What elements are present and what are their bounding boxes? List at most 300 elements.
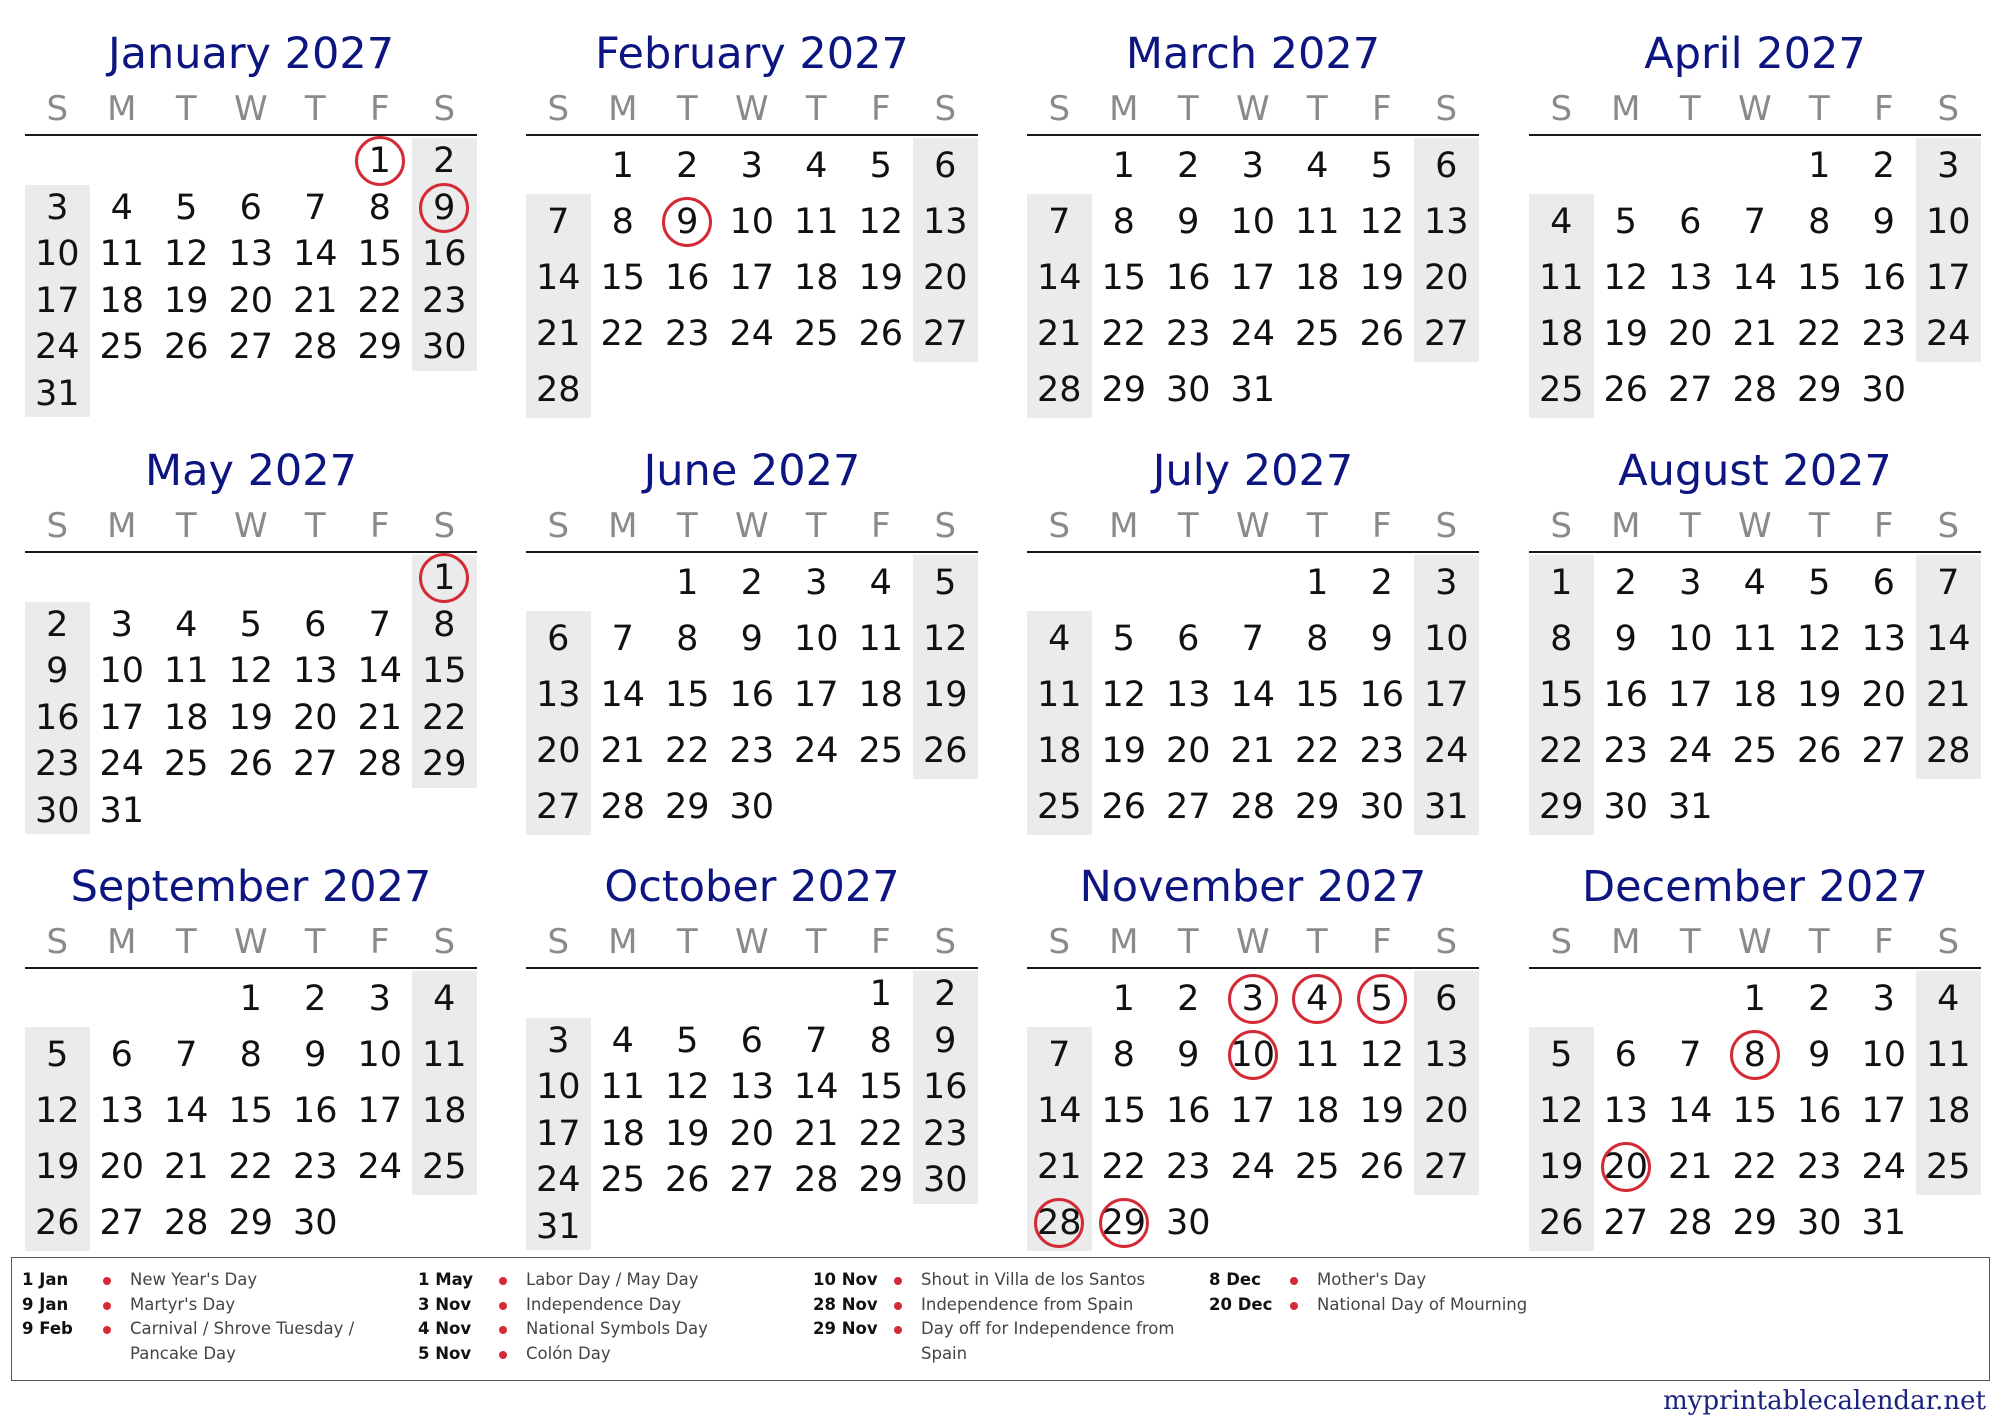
day-cell[interactable]: 15 xyxy=(858,1067,904,1107)
day-cell[interactable]: 15 xyxy=(1101,1091,1147,1131)
day-cell[interactable]: 3 xyxy=(1435,563,1458,603)
day-cell[interactable]: 18 xyxy=(1538,314,1584,354)
day-cell[interactable]: 11 xyxy=(858,619,904,659)
day-cell[interactable]: 22 xyxy=(1101,1147,1147,1187)
day-cell[interactable]: 20 xyxy=(1165,731,1211,771)
day-cell[interactable]: 24 xyxy=(793,731,839,771)
day-cell[interactable]: 6 xyxy=(1177,619,1200,659)
day-cell[interactable]: 5 xyxy=(1614,202,1637,242)
day-cell[interactable]: 7 xyxy=(547,202,570,242)
day-cell[interactable]: 8 xyxy=(1112,202,1135,242)
day-cell[interactable]: 8 xyxy=(1808,202,1831,242)
day-cell[interactable]: 9 xyxy=(1872,202,1895,242)
day-cell[interactable]: 28 xyxy=(1925,731,1971,771)
day-cell[interactable]: 12 xyxy=(1538,1091,1584,1131)
day-cell[interactable]: 10 xyxy=(1230,202,1276,242)
day-cell[interactable]: 31 xyxy=(99,790,145,831)
day-cell[interactable]: 15 xyxy=(1101,258,1147,298)
day-cell[interactable]: 27 xyxy=(1423,314,1469,354)
day-cell[interactable]: 4 xyxy=(433,979,456,1019)
day-cell[interactable]: 2 xyxy=(740,563,763,603)
day-cell[interactable]: 19 xyxy=(1538,1147,1584,1187)
day-cell[interactable]: 14 xyxy=(1036,1091,1082,1131)
day-cell[interactable]: 27 xyxy=(99,1203,145,1243)
day-cell[interactable]: 31 xyxy=(1423,787,1469,827)
day-cell[interactable]: 23 xyxy=(922,1113,968,1154)
day-cell[interactable]: 29 xyxy=(228,1203,274,1243)
day-cell[interactable]: 2 xyxy=(1808,979,1831,1019)
day-cell[interactable]: 15 xyxy=(421,651,467,691)
day-cell[interactable]: 24 xyxy=(1423,731,1469,771)
day-cell[interactable]: 27 xyxy=(922,314,968,354)
day-cell[interactable]: 6 xyxy=(1679,202,1702,242)
day-cell[interactable]: 25 xyxy=(1538,370,1584,410)
day-cell[interactable]: 29 xyxy=(1294,787,1340,827)
day-cell[interactable]: 15 xyxy=(1732,1091,1778,1131)
day-cell[interactable]: 20 xyxy=(99,1147,145,1187)
day-cell[interactable]: 25 xyxy=(1732,731,1778,771)
day-cell[interactable]: 18 xyxy=(1925,1091,1971,1131)
day-cell[interactable]: 30 xyxy=(292,1203,338,1243)
day-cell[interactable]: 28 xyxy=(1036,370,1082,410)
day-cell[interactable]: 5 xyxy=(46,1035,69,1075)
day-cell[interactable]: 18 xyxy=(600,1113,646,1154)
day-cell[interactable]: 21 xyxy=(1036,1147,1082,1187)
day-cell[interactable]: 10 xyxy=(1925,202,1971,242)
day-cell[interactable]: 26 xyxy=(664,1160,710,1200)
day-cell[interactable]: 18 xyxy=(163,697,209,738)
day-cell[interactable]: 20 xyxy=(922,258,968,298)
day-cell[interactable]: 21 xyxy=(793,1113,839,1154)
day-cell[interactable]: 17 xyxy=(357,1091,403,1131)
day-cell[interactable]: 12 xyxy=(34,1091,80,1131)
day-cell[interactable]: 2 xyxy=(1614,563,1637,603)
day-cell[interactable]: 1 xyxy=(869,974,892,1014)
day-cell[interactable]: 26 xyxy=(1796,731,1842,771)
day-cell[interactable]: 21 xyxy=(1925,675,1971,715)
day-cell[interactable]: 30 xyxy=(1165,1203,1211,1243)
day-cell[interactable]: 4 xyxy=(1743,563,1766,603)
day-cell[interactable]: 5 xyxy=(1370,979,1393,1019)
day-cell[interactable]: 10 xyxy=(99,651,145,691)
day-cell[interactable]: 1 xyxy=(239,979,262,1019)
day-cell[interactable]: 23 xyxy=(1165,314,1211,354)
day-cell[interactable]: 30 xyxy=(922,1160,968,1200)
day-cell[interactable]: 28 xyxy=(292,327,338,367)
day-cell[interactable]: 6 xyxy=(547,619,570,659)
day-cell[interactable]: 23 xyxy=(34,744,80,784)
day-cell[interactable]: 25 xyxy=(793,314,839,354)
day-cell[interactable]: 28 xyxy=(357,744,403,784)
day-cell[interactable]: 28 xyxy=(163,1203,209,1243)
day-cell[interactable]: 19 xyxy=(1796,675,1842,715)
day-cell[interactable]: 9 xyxy=(46,651,69,691)
day-cell[interactable]: 2 xyxy=(1177,979,1200,1019)
day-cell[interactable]: 16 xyxy=(1861,258,1907,298)
day-cell[interactable]: 30 xyxy=(729,787,775,827)
day-cell[interactable]: 23 xyxy=(1165,1147,1211,1187)
day-cell[interactable]: 26 xyxy=(1101,787,1147,827)
day-cell[interactable]: 31 xyxy=(1861,1203,1907,1243)
day-cell[interactable]: 21 xyxy=(292,280,338,321)
day-cell[interactable]: 27 xyxy=(729,1160,775,1200)
day-cell[interactable]: 20 xyxy=(729,1113,775,1154)
day-cell[interactable]: 30 xyxy=(1165,370,1211,410)
day-cell[interactable]: 5 xyxy=(1370,146,1393,186)
day-cell[interactable]: 16 xyxy=(729,675,775,715)
day-cell[interactable]: 3 xyxy=(1241,146,1264,186)
day-cell[interactable]: 7 xyxy=(1048,202,1071,242)
day-cell[interactable]: 5 xyxy=(676,1020,699,1061)
day-cell[interactable]: 22 xyxy=(421,697,467,738)
day-cell[interactable]: 26 xyxy=(858,314,904,354)
day-cell[interactable]: 1 xyxy=(1550,563,1573,603)
day-cell[interactable]: 10 xyxy=(1861,1035,1907,1075)
day-cell[interactable]: 7 xyxy=(1048,1035,1071,1075)
day-cell[interactable]: 22 xyxy=(357,280,403,321)
day-cell[interactable]: 12 xyxy=(163,234,209,274)
day-cell[interactable]: 30 xyxy=(1861,370,1907,410)
day-cell[interactable]: 4 xyxy=(1306,146,1329,186)
day-cell[interactable]: 16 xyxy=(1603,675,1649,715)
day-cell[interactable]: 1 xyxy=(1743,979,1766,1019)
day-cell[interactable]: 18 xyxy=(1036,731,1082,771)
day-cell[interactable]: 3 xyxy=(1872,979,1895,1019)
day-cell[interactable]: 16 xyxy=(1359,675,1405,715)
day-cell[interactable]: 18 xyxy=(793,258,839,298)
day-cell[interactable]: 22 xyxy=(1538,731,1584,771)
day-cell[interactable]: 9 xyxy=(740,619,763,659)
day-cell[interactable]: 5 xyxy=(1550,1035,1573,1075)
day-cell[interactable]: 22 xyxy=(1294,731,1340,771)
day-cell[interactable]: 26 xyxy=(34,1203,80,1243)
day-cell[interactable]: 22 xyxy=(1732,1147,1778,1187)
day-cell[interactable]: 6 xyxy=(934,146,957,186)
day-cell[interactable]: 8 xyxy=(239,1035,262,1075)
day-cell[interactable]: 12 xyxy=(1796,619,1842,659)
day-cell[interactable]: 1 xyxy=(1808,146,1831,186)
day-cell[interactable]: 17 xyxy=(1925,258,1971,298)
day-cell[interactable]: 5 xyxy=(1112,619,1135,659)
day-cell[interactable]: 28 xyxy=(793,1160,839,1200)
day-cell[interactable]: 15 xyxy=(1294,675,1340,715)
day-cell[interactable]: 13 xyxy=(1861,619,1907,659)
day-cell[interactable]: 4 xyxy=(1937,979,1960,1019)
day-cell[interactable]: 26 xyxy=(922,731,968,771)
day-cell[interactable]: 3 xyxy=(1241,979,1264,1019)
day-cell[interactable]: 1 xyxy=(433,558,456,598)
day-cell[interactable]: 17 xyxy=(1667,675,1713,715)
day-cell[interactable]: 23 xyxy=(1603,731,1649,771)
day-cell[interactable]: 3 xyxy=(805,563,828,603)
day-cell[interactable]: 30 xyxy=(421,327,467,367)
day-cell[interactable]: 27 xyxy=(535,787,581,827)
day-cell[interactable]: 2 xyxy=(1370,563,1393,603)
day-cell[interactable]: 25 xyxy=(163,744,209,784)
day-cell[interactable]: 16 xyxy=(292,1091,338,1131)
day-cell[interactable]: 6 xyxy=(1614,1035,1637,1075)
day-cell[interactable]: 27 xyxy=(228,327,274,367)
day-cell[interactable]: 5 xyxy=(175,187,198,228)
day-cell[interactable]: 20 xyxy=(1423,258,1469,298)
day-cell[interactable]: 15 xyxy=(357,234,403,274)
day-cell[interactable]: 25 xyxy=(1294,314,1340,354)
day-cell[interactable]: 20 xyxy=(1603,1147,1649,1187)
day-cell[interactable]: 11 xyxy=(1036,675,1082,715)
day-cell[interactable]: 29 xyxy=(1538,787,1584,827)
day-cell[interactable]: 14 xyxy=(163,1091,209,1131)
day-cell[interactable]: 1 xyxy=(611,146,634,186)
day-cell[interactable]: 13 xyxy=(535,675,581,715)
day-cell[interactable]: 15 xyxy=(228,1091,274,1131)
day-cell[interactable]: 10 xyxy=(357,1035,403,1075)
day-cell[interactable]: 13 xyxy=(1165,675,1211,715)
day-cell[interactable]: 17 xyxy=(1230,258,1276,298)
day-cell[interactable]: 9 xyxy=(304,1035,327,1075)
day-cell[interactable]: 6 xyxy=(1435,979,1458,1019)
day-cell[interactable]: 1 xyxy=(368,141,391,181)
day-cell[interactable]: 13 xyxy=(922,202,968,242)
day-cell[interactable]: 14 xyxy=(535,258,581,298)
day-cell[interactable]: 5 xyxy=(1808,563,1831,603)
day-cell[interactable]: 24 xyxy=(535,1160,581,1200)
day-cell[interactable]: 14 xyxy=(1667,1091,1713,1131)
day-cell[interactable]: 14 xyxy=(357,651,403,691)
day-cell[interactable]: 29 xyxy=(858,1160,904,1200)
day-cell[interactable]: 14 xyxy=(1732,258,1778,298)
day-cell[interactable]: 26 xyxy=(163,327,209,367)
day-cell[interactable]: 12 xyxy=(1359,1035,1405,1075)
day-cell[interactable]: 6 xyxy=(110,1035,133,1075)
day-cell[interactable]: 14 xyxy=(793,1067,839,1107)
day-cell[interactable]: 19 xyxy=(1359,1091,1405,1131)
day-cell[interactable]: 19 xyxy=(664,1113,710,1154)
day-cell[interactable]: 22 xyxy=(600,314,646,354)
day-cell[interactable]: 30 xyxy=(1603,787,1649,827)
day-cell[interactable]: 12 xyxy=(922,619,968,659)
day-cell[interactable]: 19 xyxy=(163,280,209,321)
day-cell[interactable]: 18 xyxy=(1732,675,1778,715)
day-cell[interactable]: 20 xyxy=(1423,1091,1469,1131)
day-cell[interactable]: 11 xyxy=(99,234,145,274)
day-cell[interactable]: 2 xyxy=(1177,146,1200,186)
day-cell[interactable]: 13 xyxy=(99,1091,145,1131)
day-cell[interactable]: 6 xyxy=(239,187,262,228)
day-cell[interactable]: 10 xyxy=(1667,619,1713,659)
day-cell[interactable]: 10 xyxy=(34,234,80,274)
day-cell[interactable]: 14 xyxy=(1925,619,1971,659)
day-cell[interactable]: 24 xyxy=(34,327,80,367)
day-cell[interactable]: 3 xyxy=(1937,146,1960,186)
day-cell[interactable]: 13 xyxy=(1667,258,1713,298)
day-cell[interactable]: 20 xyxy=(228,280,274,321)
day-cell[interactable]: 9 xyxy=(1177,1035,1200,1075)
day-cell[interactable]: 24 xyxy=(1925,314,1971,354)
day-cell[interactable]: 2 xyxy=(1872,146,1895,186)
day-cell[interactable]: 4 xyxy=(175,604,198,645)
day-cell[interactable]: 20 xyxy=(1861,675,1907,715)
day-cell[interactable]: 19 xyxy=(922,675,968,715)
day-cell[interactable]: 7 xyxy=(611,619,634,659)
day-cell[interactable]: 25 xyxy=(1925,1147,1971,1187)
day-cell[interactable]: 10 xyxy=(1423,619,1469,659)
day-cell[interactable]: 18 xyxy=(1294,258,1340,298)
day-cell[interactable]: 7 xyxy=(368,604,391,645)
day-cell[interactable]: 28 xyxy=(1036,1203,1082,1243)
day-cell[interactable]: 17 xyxy=(1230,1091,1276,1131)
day-cell[interactable]: 13 xyxy=(292,651,338,691)
day-cell[interactable]: 25 xyxy=(600,1160,646,1200)
day-cell[interactable]: 9 xyxy=(1808,1035,1831,1075)
day-cell[interactable]: 16 xyxy=(1796,1091,1842,1131)
day-cell[interactable]: 13 xyxy=(729,1067,775,1107)
day-cell[interactable]: 24 xyxy=(357,1147,403,1187)
day-cell[interactable]: 2 xyxy=(676,146,699,186)
day-cell[interactable]: 28 xyxy=(535,370,581,410)
day-cell[interactable]: 8 xyxy=(1306,619,1329,659)
day-cell[interactable]: 9 xyxy=(1177,202,1200,242)
day-cell[interactable]: 16 xyxy=(1165,258,1211,298)
day-cell[interactable]: 30 xyxy=(1359,787,1405,827)
day-cell[interactable]: 7 xyxy=(805,1020,828,1061)
day-cell[interactable]: 21 xyxy=(1667,1147,1713,1187)
day-cell[interactable]: 8 xyxy=(1112,1035,1135,1075)
day-cell[interactable]: 11 xyxy=(1538,258,1584,298)
day-cell[interactable]: 14 xyxy=(1036,258,1082,298)
day-cell[interactable]: 9 xyxy=(934,1020,957,1061)
day-cell[interactable]: 14 xyxy=(292,234,338,274)
day-cell[interactable]: 12 xyxy=(664,1067,710,1107)
day-cell[interactable]: 9 xyxy=(676,202,699,242)
day-cell[interactable]: 26 xyxy=(1359,314,1405,354)
day-cell[interactable]: 11 xyxy=(1294,202,1340,242)
day-cell[interactable]: 31 xyxy=(1667,787,1713,827)
day-cell[interactable]: 25 xyxy=(1294,1147,1340,1187)
day-cell[interactable]: 21 xyxy=(1230,731,1276,771)
day-cell[interactable]: 6 xyxy=(1872,563,1895,603)
day-cell[interactable]: 18 xyxy=(99,280,145,321)
day-cell[interactable]: 4 xyxy=(1306,979,1329,1019)
day-cell[interactable]: 25 xyxy=(1036,787,1082,827)
day-cell[interactable]: 10 xyxy=(535,1067,581,1107)
day-cell[interactable]: 23 xyxy=(729,731,775,771)
day-cell[interactable]: 2 xyxy=(46,604,69,645)
day-cell[interactable]: 6 xyxy=(304,604,327,645)
day-cell[interactable]: 16 xyxy=(922,1067,968,1107)
day-cell[interactable]: 18 xyxy=(1294,1091,1340,1131)
day-cell[interactable]: 19 xyxy=(1359,258,1405,298)
day-cell[interactable]: 1 xyxy=(676,563,699,603)
day-cell[interactable]: 24 xyxy=(1861,1147,1907,1187)
day-cell[interactable]: 28 xyxy=(1230,787,1276,827)
day-cell[interactable]: 15 xyxy=(600,258,646,298)
day-cell[interactable]: 9 xyxy=(433,187,456,228)
day-cell[interactable]: 17 xyxy=(729,258,775,298)
day-cell[interactable]: 31 xyxy=(34,373,80,414)
day-cell[interactable]: 24 xyxy=(729,314,775,354)
day-cell[interactable]: 19 xyxy=(34,1147,80,1187)
day-cell[interactable]: 17 xyxy=(793,675,839,715)
day-cell[interactable]: 12 xyxy=(1101,675,1147,715)
day-cell[interactable]: 7 xyxy=(175,1035,198,1075)
day-cell[interactable]: 4 xyxy=(110,187,133,228)
day-cell[interactable]: 1 xyxy=(1112,979,1135,1019)
day-cell[interactable]: 27 xyxy=(1603,1203,1649,1243)
day-cell[interactable]: 3 xyxy=(110,604,133,645)
day-cell[interactable]: 15 xyxy=(1796,258,1842,298)
day-cell[interactable]: 29 xyxy=(1101,1203,1147,1243)
day-cell[interactable]: 31 xyxy=(535,1206,581,1247)
day-cell[interactable]: 8 xyxy=(368,187,391,228)
day-cell[interactable]: 8 xyxy=(611,202,634,242)
day-cell[interactable]: 19 xyxy=(228,697,274,738)
day-cell[interactable]: 11 xyxy=(1294,1035,1340,1075)
day-cell[interactable]: 5 xyxy=(869,146,892,186)
day-cell[interactable]: 22 xyxy=(1101,314,1147,354)
day-cell[interactable]: 5 xyxy=(934,563,957,603)
day-cell[interactable]: 12 xyxy=(1603,258,1649,298)
day-cell[interactable]: 10 xyxy=(793,619,839,659)
day-cell[interactable]: 13 xyxy=(1603,1091,1649,1131)
day-cell[interactable]: 20 xyxy=(535,731,581,771)
day-cell[interactable]: 26 xyxy=(1603,370,1649,410)
day-cell[interactable]: 20 xyxy=(1667,314,1713,354)
day-cell[interactable]: 20 xyxy=(292,697,338,738)
day-cell[interactable]: 11 xyxy=(163,651,209,691)
day-cell[interactable]: 7 xyxy=(1241,619,1264,659)
day-cell[interactable]: 4 xyxy=(869,563,892,603)
day-cell[interactable]: 17 xyxy=(1423,675,1469,715)
day-cell[interactable]: 3 xyxy=(1679,563,1702,603)
day-cell[interactable]: 11 xyxy=(421,1035,467,1075)
day-cell[interactable]: 8 xyxy=(1743,1035,1766,1075)
day-cell[interactable]: 29 xyxy=(664,787,710,827)
day-cell[interactable]: 25 xyxy=(421,1147,467,1187)
day-cell[interactable]: 14 xyxy=(600,675,646,715)
day-cell[interactable]: 22 xyxy=(1796,314,1842,354)
day-cell[interactable]: 31 xyxy=(1230,370,1276,410)
day-cell[interactable]: 7 xyxy=(1679,1035,1702,1075)
day-cell[interactable]: 29 xyxy=(421,744,467,784)
day-cell[interactable]: 28 xyxy=(1667,1203,1713,1243)
day-cell[interactable]: 16 xyxy=(34,697,80,738)
day-cell[interactable]: 23 xyxy=(664,314,710,354)
day-cell[interactable]: 14 xyxy=(1230,675,1276,715)
day-cell[interactable]: 1 xyxy=(1306,563,1329,603)
day-cell[interactable]: 8 xyxy=(676,619,699,659)
day-cell[interactable]: 18 xyxy=(858,675,904,715)
day-cell[interactable]: 17 xyxy=(99,697,145,738)
day-cell[interactable]: 27 xyxy=(292,744,338,784)
day-cell[interactable]: 26 xyxy=(228,744,274,784)
day-cell[interactable]: 21 xyxy=(1732,314,1778,354)
day-cell[interactable]: 2 xyxy=(433,141,456,181)
day-cell[interactable]: 19 xyxy=(1603,314,1649,354)
day-cell[interactable]: 19 xyxy=(1101,731,1147,771)
day-cell[interactable]: 24 xyxy=(1230,314,1276,354)
day-cell[interactable]: 8 xyxy=(869,1020,892,1061)
day-cell[interactable]: 23 xyxy=(1796,1147,1842,1187)
day-cell[interactable]: 5 xyxy=(239,604,262,645)
day-cell[interactable]: 7 xyxy=(1937,563,1960,603)
day-cell[interactable]: 28 xyxy=(1732,370,1778,410)
day-cell[interactable]: 9 xyxy=(1614,619,1637,659)
day-cell[interactable]: 4 xyxy=(611,1020,634,1061)
day-cell[interactable]: 22 xyxy=(664,731,710,771)
day-cell[interactable]: 17 xyxy=(34,280,80,321)
day-cell[interactable]: 27 xyxy=(1667,370,1713,410)
day-cell[interactable]: 22 xyxy=(228,1147,274,1187)
